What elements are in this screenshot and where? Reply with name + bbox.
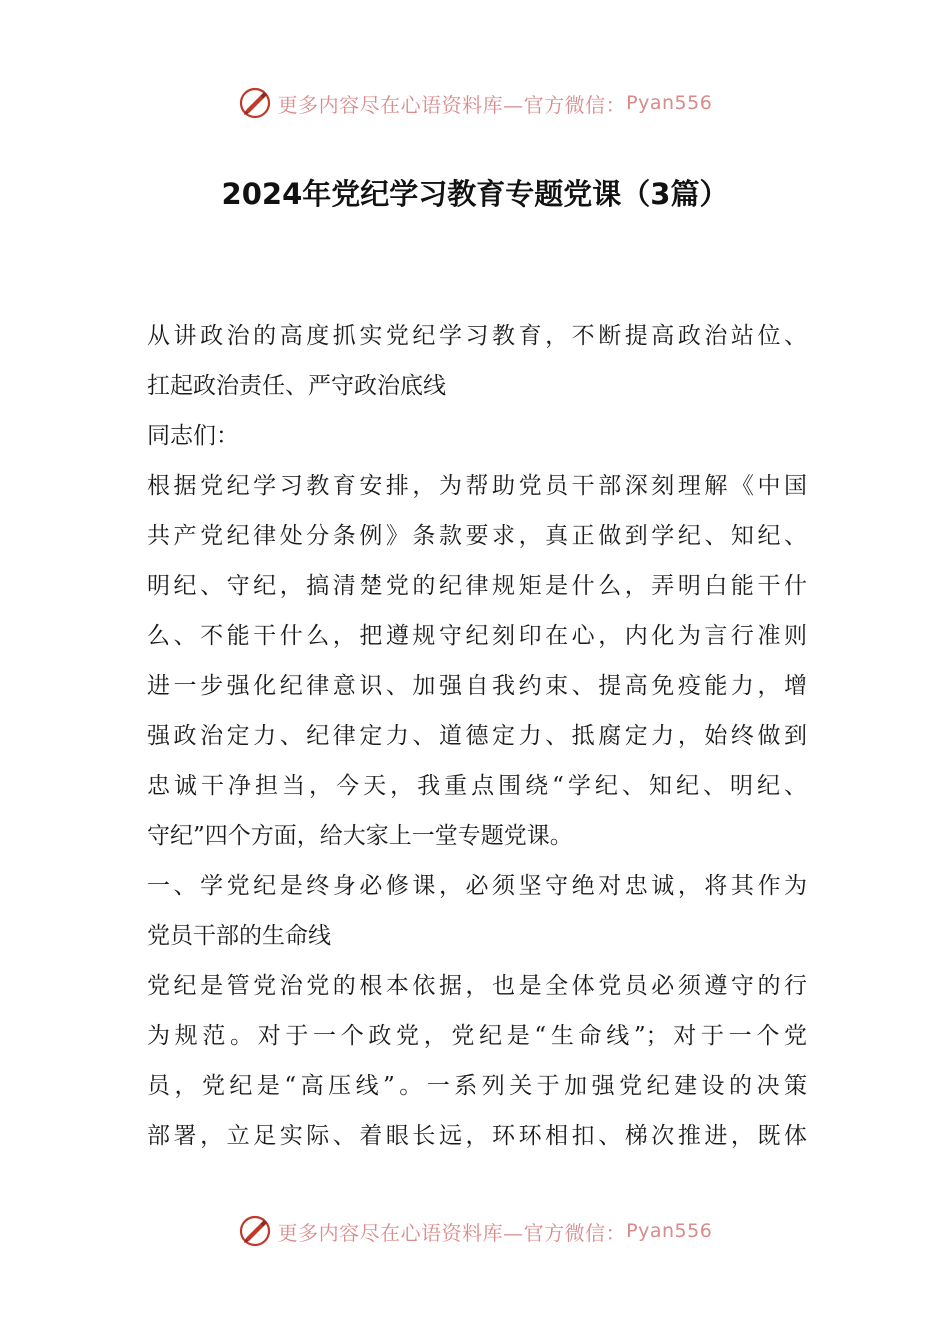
text-line: 忠诚干净担当，今天，我重点围绕“学纪、知纪、明纪、 [147, 773, 807, 799]
text-line: 进一步强化纪律意识、加强自我约束、提高免疫能力，增 [147, 673, 807, 699]
watermark-wechat-id: Pyan556 [626, 1220, 713, 1242]
text-line: 党纪是管党治党的根本依据，也是全体党员必须遵守的行 [147, 973, 807, 999]
text-line: 员，党纪是“高压线”。一系列关于加强党纪建设的决策 [147, 1073, 807, 1099]
watermark-wechat-id: Pyan556 [626, 92, 713, 114]
footer-watermark [0, 1209, 950, 1253]
text-line: 明纪、守纪，搞清楚党的纪律规矩是什么，弄明白能干什 [147, 573, 807, 599]
document-title: 2024年党纪学习教育专题党课（3篇） [221, 177, 729, 211]
header-watermark [0, 81, 950, 125]
text-line: 根据党纪学习教育安排，为帮助党员干部深刻理解《中国 [147, 473, 807, 499]
text-line: 为规范。对于一个政党，党纪是“生命线”；对于一个党 [147, 1023, 807, 1049]
pen-logo-icon [238, 86, 272, 120]
text-line: 从讲政治的高度抓实党纪学习教育，不断提高政治站位、 [147, 323, 807, 349]
text-line: 守纪”四个方面，给大家上一堂专题党课。 [147, 823, 573, 849]
text-line: 党员干部的生命线 [147, 923, 331, 949]
watermark-text: 更多内容尽在心语资料库—官方微信： [277, 1220, 627, 1245]
text-line: 么、不能干什么，把遵规守纪刻印在心，内化为言行准则 [147, 623, 807, 649]
text-line: 共产党纪律处分条例》条款要求，真正做到学纪、知纪、 [147, 523, 807, 549]
text-line: 同志们： [147, 423, 239, 449]
text-line: 扛起政治责任、严守政治底线 [147, 373, 446, 399]
text-line: 一、学党纪是终身必修课，必须坚守绝对忠诚，将其作为 [147, 873, 807, 899]
document-body [147, 311, 807, 1161]
text-line: 强政治定力、纪律定力、道德定力、抵腐定力，始终做到 [147, 723, 807, 749]
watermark-text: 更多内容尽在心语资料库—官方微信： [277, 92, 627, 117]
text-line: 部署，立足实际、着眼长远，环环相扣、梯次推进，既体 [147, 1123, 807, 1149]
pen-logo-icon [238, 1214, 272, 1248]
